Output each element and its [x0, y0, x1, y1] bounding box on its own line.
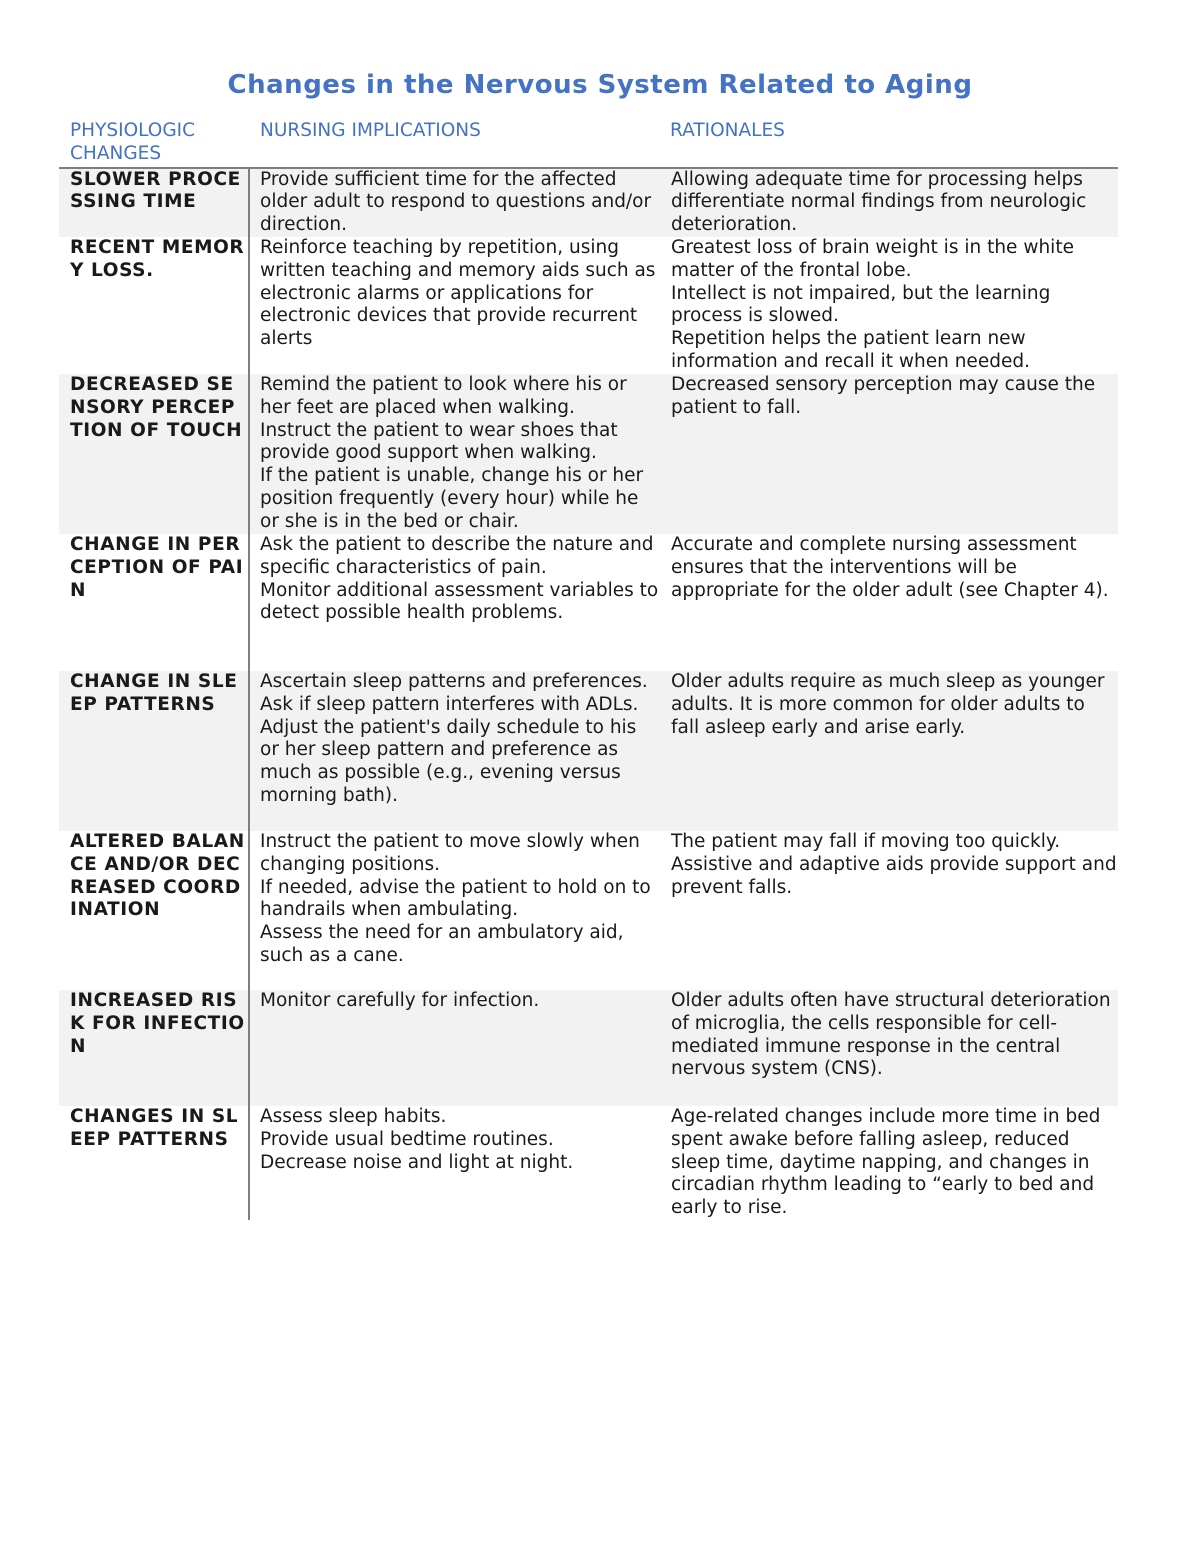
rationale-text: Decreased sensory perception may cause the patient to fall. — [671, 373, 1096, 418]
nursing-implication-cell — [249, 374, 659, 534]
rationale-cell — [659, 237, 1118, 374]
implication-text: Decrease noise and light at night. — [260, 1151, 574, 1173]
physiologic-change-cell: SLOWER PROCESSING TIME — [59, 168, 249, 237]
implication-text: Provide sufficient time for the affected older adult to respond to questions and/or direction. — [260, 168, 652, 236]
implication-text: Monitor carefully for infection. — [260, 989, 540, 1011]
implication-text: Ascertain sleep patterns and preferences. Ask if sleep pattern interferes with ADLs. — [260, 670, 648, 715]
implication-text: Adjust the patient's daily schedule to his or her sleep pattern and preference as much as possible (e.g., evening versus morning bath). — [260, 716, 637, 806]
physiologic-change-cell: CHANGE IN PERCEPTION OF PAIN — [59, 534, 249, 671]
rationale-text: Intellect is not impaired, but the learning process is slowed. — [671, 282, 1051, 327]
aging-nervous-system-table — [59, 120, 1118, 1220]
table-row — [59, 990, 1118, 1106]
implication-text: If needed, advise the patient to hold on to handrails when ambulating. — [260, 876, 651, 921]
rationale-text: Age-related changes include more time in bed spent awake before falling asleep, reduced sleep time, daytime napping, and changes in circadian rhythm leading to “early to bed and early to rise. — [671, 1105, 1101, 1219]
physiologic-change-cell: CHANGE IN SLEEP PATTERNS — [59, 671, 249, 831]
rationale-cell — [659, 671, 1118, 831]
implication-text: Ask the patient to describe the nature and specific characteristics of pain. — [260, 533, 654, 578]
nursing-implication-cell — [249, 237, 659, 374]
table-row — [59, 831, 1118, 990]
rationale-text: Older adults require as much sleep as younger adults. It is more common for older adults to fall asleep early and arise early. — [671, 670, 1105, 738]
rationale-text: Accurate and complete nursing assessment ensures that the interventions will be appropriate for the older adult (see Chapter 4). — [671, 533, 1109, 601]
physiologic-change-cell: RECENT MEMORY LOSS. — [59, 237, 249, 374]
physiologic-change-cell: DECREASED SENSORY PERCEPTION OF TOUCH — [59, 374, 249, 534]
physiologic-change-cell: CHANGES IN SLEEP PATTERNS — [59, 1106, 249, 1220]
document-title: Changes in the Nervous System Related to Aging — [227, 70, 973, 100]
table-row — [59, 1106, 1118, 1220]
implication-text: Remind the patient to look where his or her feet are placed when walking. — [260, 373, 627, 418]
implication-text: Monitor additional assessment variables to detect possible health problems. — [260, 579, 659, 624]
nursing-implication-cell — [249, 534, 659, 671]
rationale-text: Repetition helps the patient learn new information and recall it when needed. — [671, 328, 1030, 372]
rationale-text: Greatest loss of brain weight is in the white matter of the frontal lobe. — [671, 236, 1074, 281]
table-row — [59, 374, 1118, 534]
rationale-cell — [659, 831, 1118, 990]
rationale-text: Assistive and adaptive aids provide support and prevent falls. — [671, 853, 1117, 898]
rationale-cell — [659, 534, 1118, 671]
nursing-implication-cell — [249, 168, 659, 237]
rationale-text: Older adults often have structural deterioration of microglia, the cells responsible for cell-mediated immune response in the central nervous system (CNS). — [671, 989, 1111, 1080]
nursing-implication-cell — [249, 831, 659, 990]
nursing-implication-cell — [249, 671, 659, 831]
rationale-cell — [659, 374, 1118, 534]
table-row — [59, 237, 1118, 374]
physiologic-change-cell: INCREASED RISK FOR INFECTION — [59, 990, 249, 1106]
rationale-cell — [659, 990, 1118, 1106]
physiologic-change-cell: ALTERED BALANCE AND/OR DECREASED COORDINATION — [59, 831, 249, 990]
header-rationales: RATIONALES — [659, 120, 1118, 168]
header-nursing-implications: NURSING IMPLICATIONS — [249, 120, 659, 168]
table-header-row — [59, 120, 1118, 168]
table-row — [59, 534, 1118, 671]
table-row — [59, 168, 1118, 237]
implication-text: Provide usual bedtime routines. — [260, 1128, 554, 1150]
rationale-text: Allowing adequate time for processing helps differentiate normal findings from neurologic deterioration. — [671, 168, 1087, 236]
implication-text: Reinforce teaching by repetition, using written teaching and memory aids such as electronic alarms or applications for electronic devices that provide recurrent alerts — [260, 236, 656, 350]
implication-text: Assess the need for an ambulatory aid, such as a cane. — [260, 922, 624, 966]
implication-text: Assess sleep habits. — [260, 1105, 447, 1127]
rationale-cell — [659, 1106, 1118, 1220]
header-physiologic-changes: PHYSIOLOGIC CHANGES — [59, 120, 249, 168]
rationale-text: The patient may fall if moving too quickly. — [671, 830, 1061, 852]
table-row — [59, 671, 1118, 831]
implication-text: If the patient is unable, change his or her position frequently (every hour) while he or she is in the bed or chair. — [260, 465, 644, 532]
rationale-cell — [659, 168, 1118, 237]
implication-text: Instruct the patient to move slowly when changing positions. — [260, 830, 640, 875]
nursing-implication-cell — [249, 1106, 659, 1220]
implication-text: Instruct the patient to wear shoes that provide good support when walking. — [260, 419, 618, 464]
nursing-implication-cell — [249, 990, 659, 1106]
